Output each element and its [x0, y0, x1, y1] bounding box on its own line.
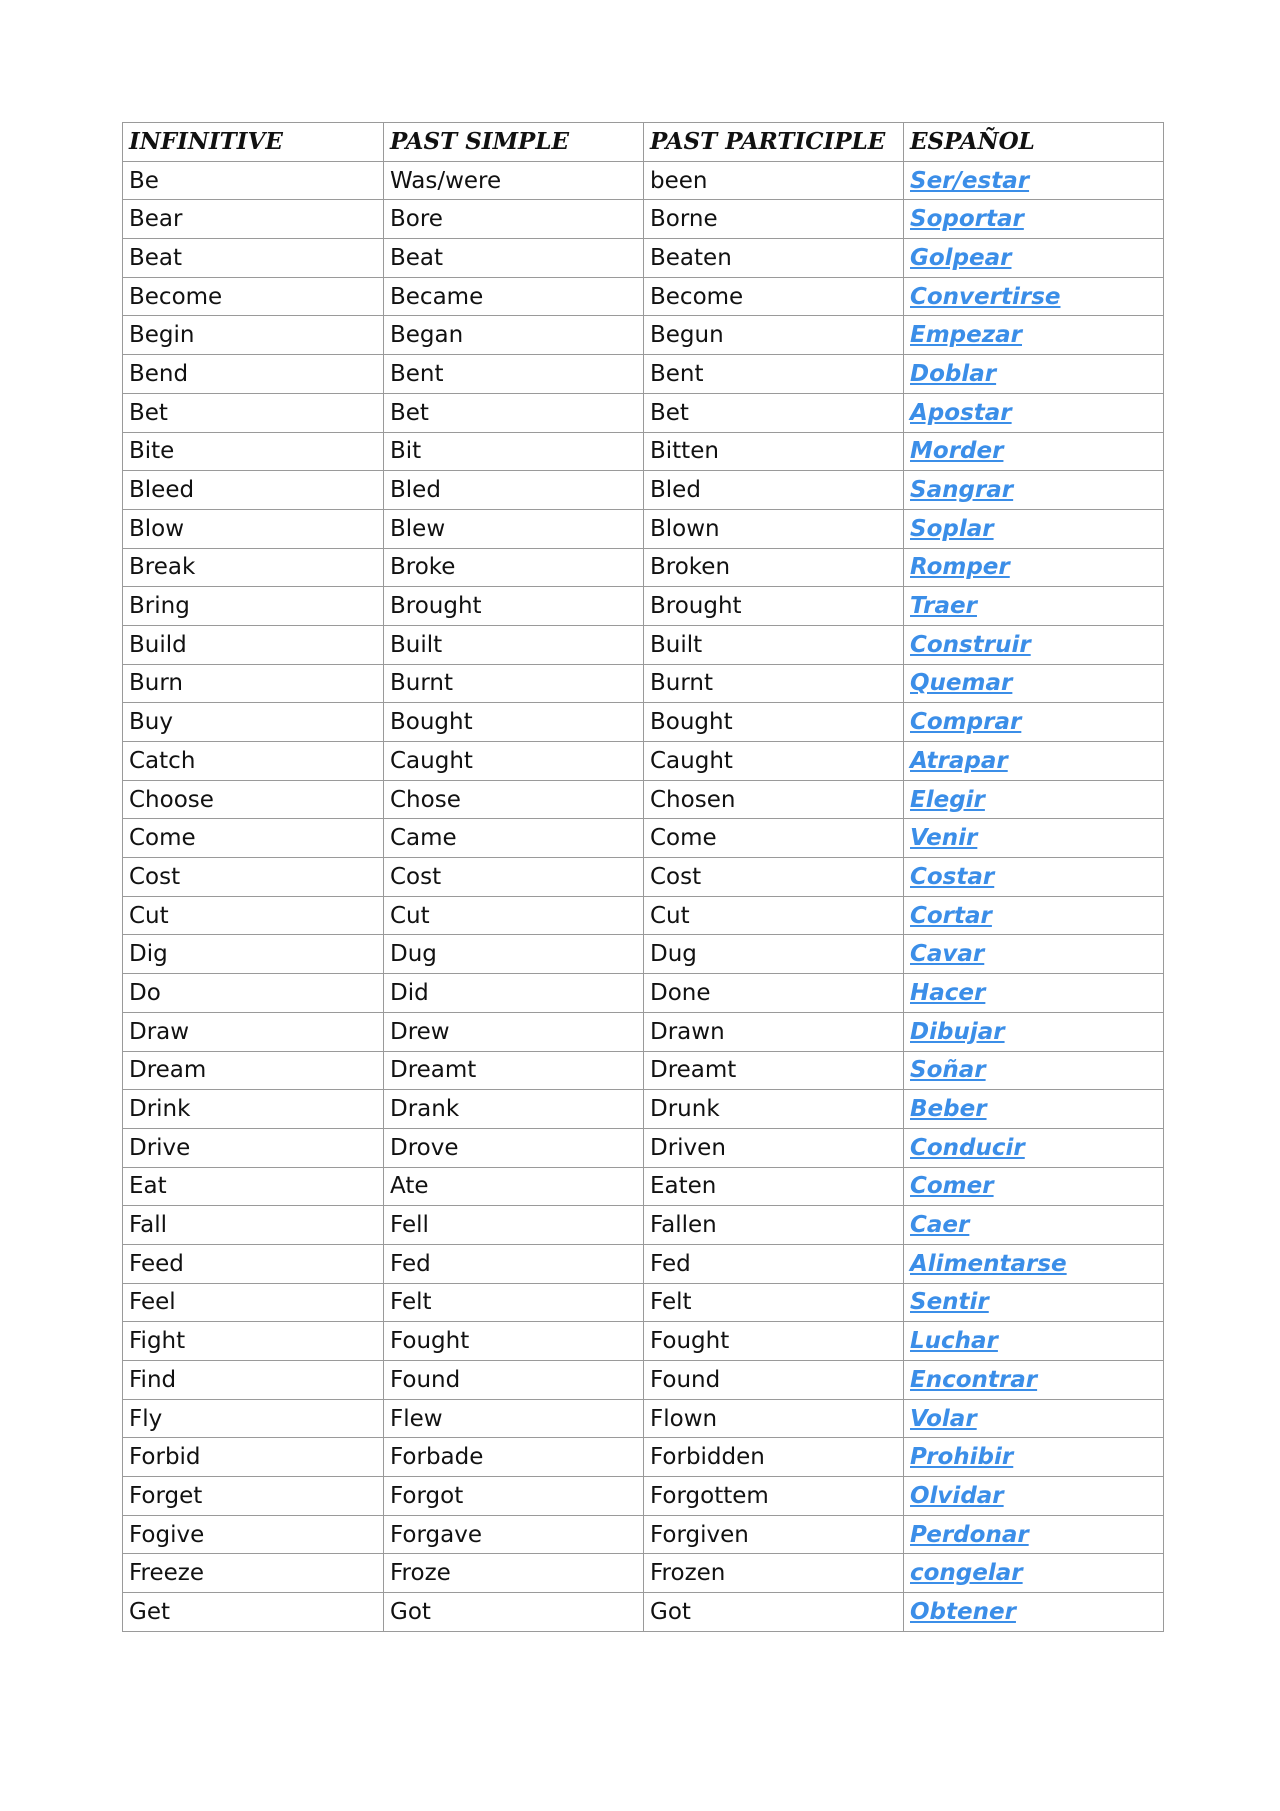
translation-cell: [904, 935, 1164, 974]
translation-cell: [904, 1012, 1164, 1051]
past-simple-cell: Forgot: [384, 1477, 644, 1516]
past-simple-cell: Fought: [384, 1322, 644, 1361]
infinitive-cell: Bite: [123, 432, 384, 471]
past-participle-cell: Eaten: [644, 1167, 904, 1206]
translation-cell: [904, 858, 1164, 897]
past-participle-cell: Forgiven: [644, 1515, 904, 1554]
translation-cell: [904, 1283, 1164, 1322]
past-participle-cell: Borne: [644, 200, 904, 239]
table-row: [123, 664, 1164, 703]
infinitive-cell: Drive: [123, 1128, 384, 1167]
header-infinitive: INFINITIVE: [123, 123, 384, 162]
past-participle-cell: Dreamt: [644, 1051, 904, 1090]
translation-cell: [904, 1593, 1164, 1632]
translation-link[interactable]: Sentir: [910, 1289, 989, 1316]
past-simple-cell: Dug: [384, 935, 644, 974]
table-row: [123, 1554, 1164, 1593]
translation-link[interactable]: Apostar: [910, 399, 1012, 426]
header-past-simple: PAST SIMPLE: [384, 123, 644, 162]
past-simple-cell: Ate: [384, 1167, 644, 1206]
past-participle-cell: Dug: [644, 935, 904, 974]
past-simple-cell: Froze: [384, 1554, 644, 1593]
past-participle-cell: Caught: [644, 742, 904, 781]
table-row: [123, 1012, 1164, 1051]
past-simple-cell: Got: [384, 1593, 644, 1632]
past-participle-cell: Begun: [644, 316, 904, 355]
infinitive-cell: Bend: [123, 355, 384, 394]
table-row: [123, 277, 1164, 316]
table-row: [123, 200, 1164, 239]
table-row: [123, 161, 1164, 200]
translation-cell: [904, 1322, 1164, 1361]
past-simple-cell: Beat: [384, 239, 644, 278]
past-participle-cell: Done: [644, 974, 904, 1013]
past-participle-cell: Fallen: [644, 1206, 904, 1245]
infinitive-cell: Bear: [123, 200, 384, 239]
translation-cell: [904, 1244, 1164, 1283]
infinitive-cell: Buy: [123, 703, 384, 742]
past-simple-cell: Was/were: [384, 161, 644, 200]
past-participle-cell: Frozen: [644, 1554, 904, 1593]
past-participle-cell: Bet: [644, 393, 904, 432]
translation-cell: [904, 780, 1164, 819]
past-simple-cell: Became: [384, 277, 644, 316]
table-row: [123, 1283, 1164, 1322]
past-participle-cell: Bled: [644, 471, 904, 510]
translation-link[interactable]: Convertirse: [910, 283, 1061, 310]
table-row: [123, 780, 1164, 819]
translation-cell: [904, 896, 1164, 935]
translation-cell: [904, 548, 1164, 587]
past-simple-cell: Began: [384, 316, 644, 355]
table-row: [123, 974, 1164, 1013]
past-participle-cell: Bent: [644, 355, 904, 394]
table-row: [123, 1206, 1164, 1245]
infinitive-cell: Cost: [123, 858, 384, 897]
table-row: [123, 1167, 1164, 1206]
infinitive-cell: Bleed: [123, 471, 384, 510]
past-participle-cell: Forgottem: [644, 1477, 904, 1516]
translation-link[interactable]: Atrapar: [910, 747, 1008, 774]
past-participle-cell: Become: [644, 277, 904, 316]
infinitive-cell: Find: [123, 1361, 384, 1400]
past-simple-cell: Felt: [384, 1283, 644, 1322]
table-row: [123, 1322, 1164, 1361]
translation-link[interactable]: Construir: [910, 631, 1031, 658]
table-row: [123, 742, 1164, 781]
translation-cell: [904, 974, 1164, 1013]
table-row: [123, 1477, 1164, 1516]
translation-link[interactable]: Comer: [910, 1173, 994, 1200]
past-simple-cell: Came: [384, 819, 644, 858]
translation-link[interactable]: Cavar: [910, 941, 985, 968]
past-participle-cell: Bought: [644, 703, 904, 742]
table-row: [123, 548, 1164, 587]
table-row: [123, 355, 1164, 394]
translation-cell: [904, 1051, 1164, 1090]
past-simple-cell: Caught: [384, 742, 644, 781]
infinitive-cell: Feel: [123, 1283, 384, 1322]
table-row: [123, 1593, 1164, 1632]
table-row: [123, 587, 1164, 626]
past-simple-cell: Flew: [384, 1399, 644, 1438]
infinitive-cell: Drink: [123, 1090, 384, 1129]
past-simple-cell: Fed: [384, 1244, 644, 1283]
header-espanol: ESPAÑOL: [904, 123, 1164, 162]
translation-cell: [904, 316, 1164, 355]
translation-cell: [904, 742, 1164, 781]
translation-cell: [904, 239, 1164, 278]
table-row: [123, 509, 1164, 548]
translation-cell: [904, 587, 1164, 626]
translation-link[interactable]: Soportar: [910, 206, 1024, 233]
past-participle-cell: Broken: [644, 548, 904, 587]
past-participle-cell: Flown: [644, 1399, 904, 1438]
translation-cell: [904, 1206, 1164, 1245]
translation-link[interactable]: Soñar: [910, 1057, 986, 1084]
past-participle-cell: Built: [644, 625, 904, 664]
translation-link[interactable]: Conducir: [910, 1134, 1025, 1161]
table-row: [123, 1399, 1164, 1438]
past-simple-cell: Cut: [384, 896, 644, 935]
translation-cell: [904, 277, 1164, 316]
translation-cell: [904, 664, 1164, 703]
translation-cell: [904, 432, 1164, 471]
table-row: [123, 1128, 1164, 1167]
table-row: [123, 935, 1164, 974]
past-simple-cell: Drew: [384, 1012, 644, 1051]
translation-link[interactable]: Traer: [910, 593, 977, 620]
infinitive-cell: Feed: [123, 1244, 384, 1283]
infinitive-cell: Dream: [123, 1051, 384, 1090]
translation-cell: [904, 471, 1164, 510]
infinitive-cell: Freeze: [123, 1554, 384, 1593]
past-simple-cell: Bled: [384, 471, 644, 510]
translation-cell: [904, 200, 1164, 239]
infinitive-cell: Burn: [123, 664, 384, 703]
infinitive-cell: Draw: [123, 1012, 384, 1051]
translation-cell: [904, 819, 1164, 858]
past-simple-cell: Drank: [384, 1090, 644, 1129]
translation-link[interactable]: Volar: [910, 1405, 977, 1432]
table-row: [123, 471, 1164, 510]
irregular-verbs-table: [122, 122, 1164, 1632]
infinitive-cell: Choose: [123, 780, 384, 819]
past-simple-cell: Forgave: [384, 1515, 644, 1554]
infinitive-cell: Begin: [123, 316, 384, 355]
table-row: [123, 819, 1164, 858]
past-participle-cell: Drunk: [644, 1090, 904, 1129]
past-participle-cell: Driven: [644, 1128, 904, 1167]
past-participle-cell: been: [644, 161, 904, 200]
infinitive-cell: Come: [123, 819, 384, 858]
translation-cell: [904, 1554, 1164, 1593]
infinitive-cell: Build: [123, 625, 384, 664]
past-participle-cell: Beaten: [644, 239, 904, 278]
translation-link[interactable]: Morder: [910, 438, 1004, 465]
translation-link[interactable]: congelar: [910, 1560, 1023, 1587]
past-participle-cell: Drawn: [644, 1012, 904, 1051]
table-row: [123, 432, 1164, 471]
past-participle-cell: Cost: [644, 858, 904, 897]
translation-link[interactable]: Empezar: [910, 322, 1022, 349]
past-participle-cell: Chosen: [644, 780, 904, 819]
past-participle-cell: Bitten: [644, 432, 904, 471]
past-participle-cell: Come: [644, 819, 904, 858]
past-simple-cell: Drove: [384, 1128, 644, 1167]
translation-cell: [904, 1399, 1164, 1438]
past-participle-cell: Fed: [644, 1244, 904, 1283]
infinitive-cell: Get: [123, 1593, 384, 1632]
past-simple-cell: Did: [384, 974, 644, 1013]
translation-cell: [904, 161, 1164, 200]
table-row: [123, 393, 1164, 432]
translation-cell: [904, 509, 1164, 548]
infinitive-cell: Blow: [123, 509, 384, 548]
translation-link[interactable]: Doblar: [910, 360, 997, 387]
infinitive-cell: Catch: [123, 742, 384, 781]
past-simple-cell: Brought: [384, 587, 644, 626]
translation-link[interactable]: Beber: [910, 1096, 987, 1123]
infinitive-cell: Fly: [123, 1399, 384, 1438]
infinitive-cell: Beat: [123, 239, 384, 278]
table-row: [123, 1361, 1164, 1400]
infinitive-cell: Forbid: [123, 1438, 384, 1477]
past-simple-cell: Cost: [384, 858, 644, 897]
translation-cell: [904, 1438, 1164, 1477]
translation-link[interactable]: Cortar: [910, 902, 992, 929]
translation-link[interactable]: Prohibir: [910, 1444, 1014, 1471]
past-simple-cell: Blew: [384, 509, 644, 548]
table-row: [123, 1438, 1164, 1477]
past-participle-cell: Blown: [644, 509, 904, 548]
past-simple-cell: Bit: [384, 432, 644, 471]
translation-link[interactable]: Dibujar: [910, 1018, 1005, 1045]
translation-link[interactable]: Sangrar: [910, 477, 1014, 504]
translation-cell: [904, 1361, 1164, 1400]
past-simple-cell: Bet: [384, 393, 644, 432]
infinitive-cell: Become: [123, 277, 384, 316]
translation-link[interactable]: Costar: [910, 863, 995, 890]
past-simple-cell: Bore: [384, 200, 644, 239]
infinitive-cell: Cut: [123, 896, 384, 935]
translation-link[interactable]: Venir: [910, 825, 978, 852]
table-row: [123, 239, 1164, 278]
past-simple-cell: Bought: [384, 703, 644, 742]
translation-link[interactable]: Obtener: [910, 1598, 1016, 1625]
translation-link[interactable]: Comprar: [910, 709, 1022, 736]
translation-link[interactable]: Golpear: [910, 244, 1012, 271]
table-row: [123, 625, 1164, 664]
past-simple-cell: Found: [384, 1361, 644, 1400]
infinitive-cell: Bring: [123, 587, 384, 626]
past-participle-cell: Burnt: [644, 664, 904, 703]
past-simple-cell: Built: [384, 625, 644, 664]
past-simple-cell: Burnt: [384, 664, 644, 703]
translation-link[interactable]: Elegir: [910, 786, 985, 813]
translation-link[interactable]: Romper: [910, 554, 1010, 581]
translation-link[interactable]: Encontrar: [910, 1366, 1038, 1393]
table-row: [123, 1244, 1164, 1283]
table-row: [123, 1090, 1164, 1129]
past-simple-cell: Broke: [384, 548, 644, 587]
translation-link[interactable]: Soplar: [910, 515, 994, 542]
infinitive-cell: Break: [123, 548, 384, 587]
translation-link[interactable]: Caer: [910, 1212, 970, 1239]
table-row: [123, 1515, 1164, 1554]
translation-cell: [904, 1167, 1164, 1206]
infinitive-cell: Forget: [123, 1477, 384, 1516]
infinitive-cell: Be: [123, 161, 384, 200]
infinitive-cell: Dig: [123, 935, 384, 974]
past-participle-cell: Forbidden: [644, 1438, 904, 1477]
infinitive-cell: Eat: [123, 1167, 384, 1206]
header-past-participle: PAST PARTICIPLE: [644, 123, 904, 162]
infinitive-cell: Fogive: [123, 1515, 384, 1554]
past-participle-cell: Felt: [644, 1283, 904, 1322]
past-participle-cell: Brought: [644, 587, 904, 626]
table-row: [123, 858, 1164, 897]
infinitive-cell: Bet: [123, 393, 384, 432]
translation-link[interactable]: Ser/estar: [910, 167, 1030, 194]
translation-cell: [904, 393, 1164, 432]
table-row: [123, 896, 1164, 935]
translation-cell: [904, 1515, 1164, 1554]
table-row: [123, 703, 1164, 742]
translation-link[interactable]: Perdonar: [910, 1521, 1029, 1548]
infinitive-cell: Fight: [123, 1322, 384, 1361]
translation-cell: [904, 355, 1164, 394]
translation-link[interactable]: Olvidar: [910, 1482, 1004, 1509]
table-row: [123, 1051, 1164, 1090]
infinitive-cell: Do: [123, 974, 384, 1013]
past-simple-cell: Chose: [384, 780, 644, 819]
translation-cell: [904, 1477, 1164, 1516]
past-participle-cell: Found: [644, 1361, 904, 1400]
translation-cell: [904, 625, 1164, 664]
translation-link[interactable]: Quemar: [910, 670, 1013, 697]
translation-link[interactable]: Alimentarse: [910, 1250, 1067, 1277]
past-participle-cell: Got: [644, 1593, 904, 1632]
translation-link[interactable]: Luchar: [910, 1328, 998, 1355]
translation-link[interactable]: Hacer: [910, 979, 986, 1006]
table-row: [123, 316, 1164, 355]
past-participle-cell: Fought: [644, 1322, 904, 1361]
past-simple-cell: Dreamt: [384, 1051, 644, 1090]
past-simple-cell: Forbade: [384, 1438, 644, 1477]
past-simple-cell: Fell: [384, 1206, 644, 1245]
table-header-row: [123, 123, 1164, 162]
translation-cell: [904, 1090, 1164, 1129]
table-body: [123, 161, 1164, 1631]
past-participle-cell: Cut: [644, 896, 904, 935]
translation-cell: [904, 1128, 1164, 1167]
past-simple-cell: Bent: [384, 355, 644, 394]
translation-cell: [904, 703, 1164, 742]
infinitive-cell: Fall: [123, 1206, 384, 1245]
